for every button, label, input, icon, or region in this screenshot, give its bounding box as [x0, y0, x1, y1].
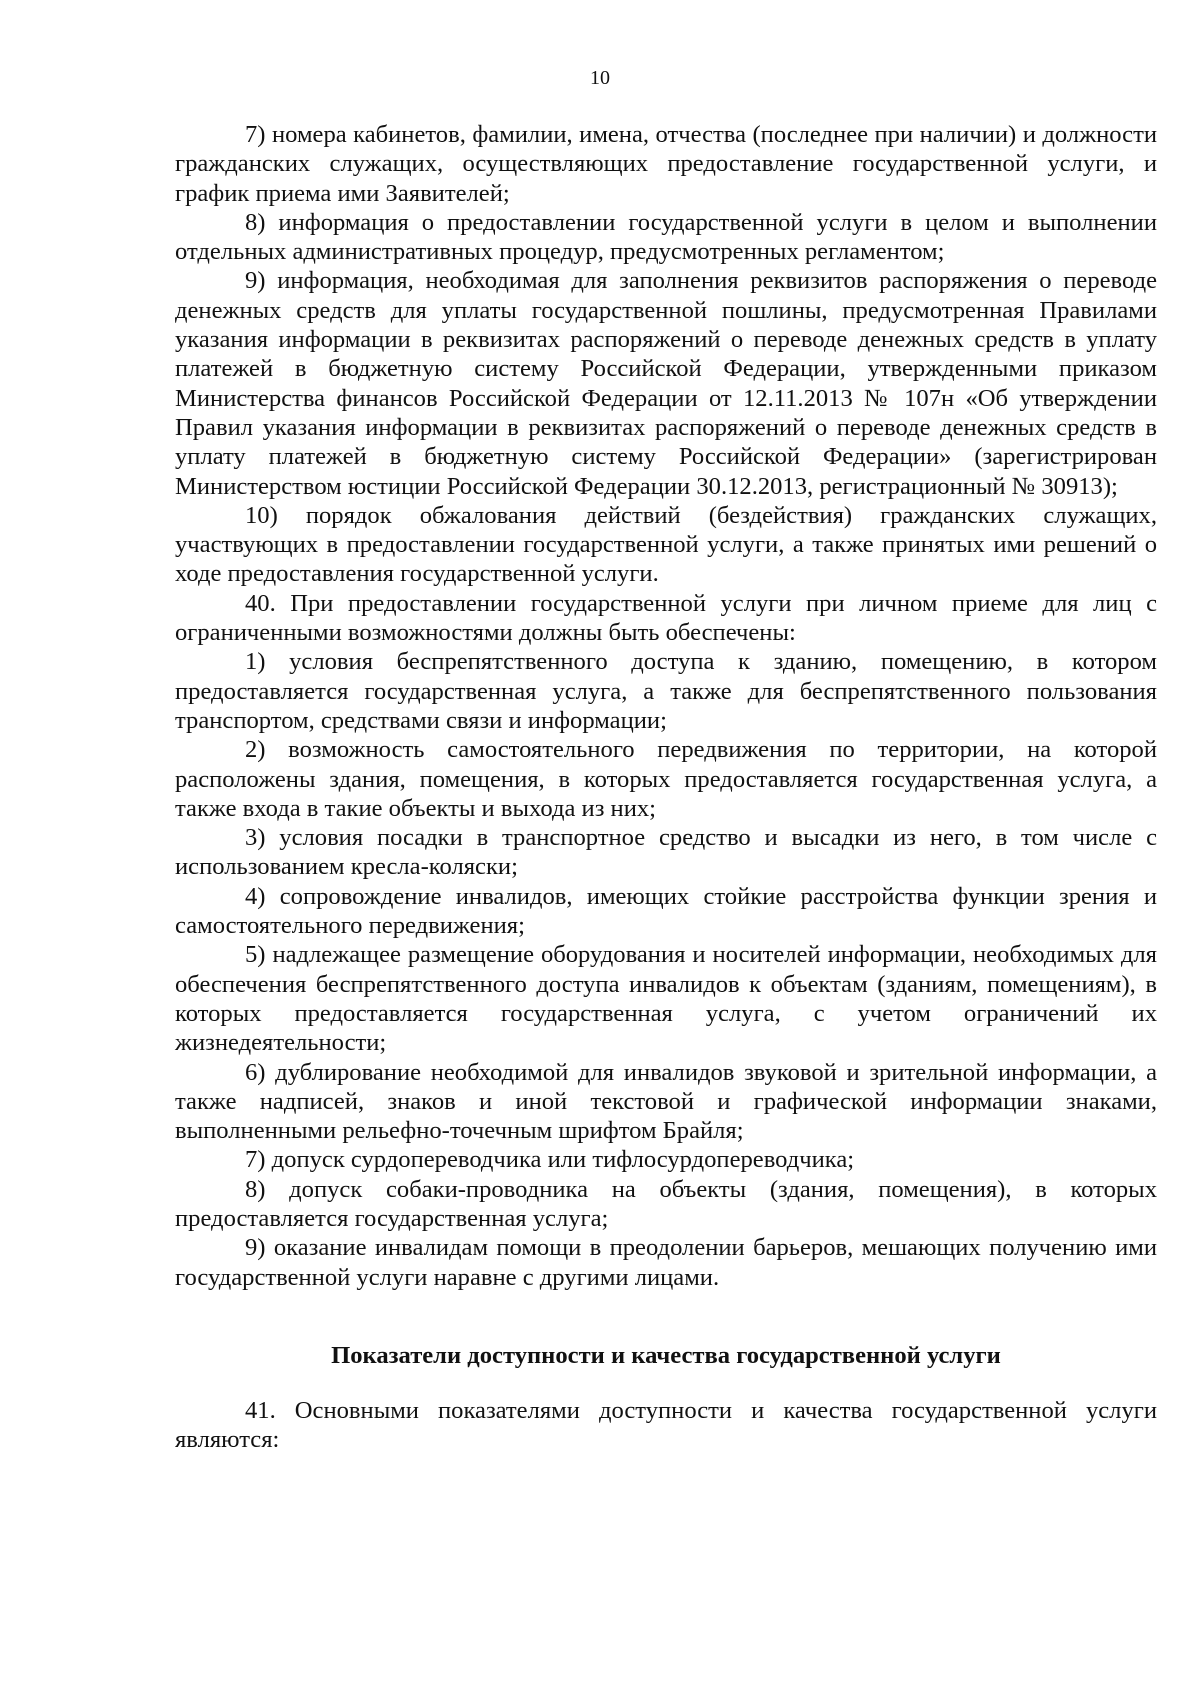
paragraph: 4) сопровождение инвалидов, имеющих стойкие расстройства функции зрения и самостоятельного передвижения;: [175, 882, 1157, 940]
paragraph: 6) дублирование необходимой для инвалидов звуковой и зрительной информации, а также надписей, знаков и иной текстовой и графической информации знаками, выполненными рельефно-точечным шрифтом Брайля;: [175, 1058, 1157, 1145]
paragraph: 10) порядок обжалования действий (бездействия) гражданских служащих, участвующих в предоставлении государственной услуги, а также принятых ими решений о ходе предоставления государственной услуги.: [175, 501, 1157, 588]
paragraph: 7) допуск сурдопереводчика или тифлосурдопереводчика;: [245, 1146, 855, 1174]
paragraph: 2) возможность самостоятельного передвижения по территории, на которой расположены здания, помещения, в которых предоставляется государственная услуга, а также входа в такие объекты и выхода из них;: [175, 736, 1157, 822]
paragraph: 1) условия беспрепятственного доступа к зданию, помещению, в котором предоставляется государственная услуга, а также для беспрепятственного пользования транспортом, средствами связи и информации;: [175, 648, 1157, 734]
paragraph: 8) допуск собаки-проводника на объекты (здания, помещения), в которых предоставляется государственная услуга;: [175, 1175, 1157, 1232]
paragraph: 41. Основными показателями доступности и качества государственной услуги являются:: [175, 1397, 1157, 1454]
paragraph: 9) информация, необходимая для заполнения реквизитов распоряжения о переводе денежных средств для уплаты государственной пошлины, предусмотренная Правилами указания информации в реквизитах распоряжений о переводе денежных средств в уплату платежей в бюджетную систему Российской Федерации, утвержденными приказом Министерства финансов Российской Федерации от 12.11.2013 № 107н «Об утверждении Правил указания информации в реквизитах распоряжений о переводе денежных средств в уплату платежей в бюджетную систему Российской Федерации» (зарегистрирован Министерством юстиции Российской Федерации 30.12.2013, регистрационный № 30913);: [175, 267, 1157, 500]
paragraph: 9) оказание инвалидам помощи в преодолении барьеров, мешающих получению ими государственной услуги наравне с другими лицами.: [175, 1234, 1157, 1291]
paragraph: 7) номера кабинетов, фамилии, имена, отчества (последнее при наличии) и должности гражданских служащих, осуществляющих предоставление государственной услуги, и график приема ими Заявителей;: [175, 121, 1157, 207]
paragraph: 8) информация о предоставлении государственной услуги в целом и выполнении отдельных административных процедур, предусмотренных регламентом;: [175, 208, 1157, 266]
page-number: 10: [590, 67, 610, 89]
document-body: [175, 120, 1157, 1455]
paragraph: 5) надлежащее размещение оборудования и носителей информации, необходимых для обеспечения беспрепятственного доступа инвалидов к объектам (зданиям, помещениям), в которых предоставляется государственная услуга, с учетом ограничений их жизнедеятельности;: [175, 941, 1157, 1057]
paragraph: 3) условия посадки в транспортное средство и высадки из него, в том числе с использованием кресла-коляски;: [175, 824, 1157, 881]
section-heading: Показатели доступности и качества государственной услуги: [331, 1341, 1001, 1369]
paragraph: 40. При предоставлении государственной услуги при личном приеме для лиц с ограниченными возможностями должны быть обеспечены:: [175, 589, 1157, 647]
